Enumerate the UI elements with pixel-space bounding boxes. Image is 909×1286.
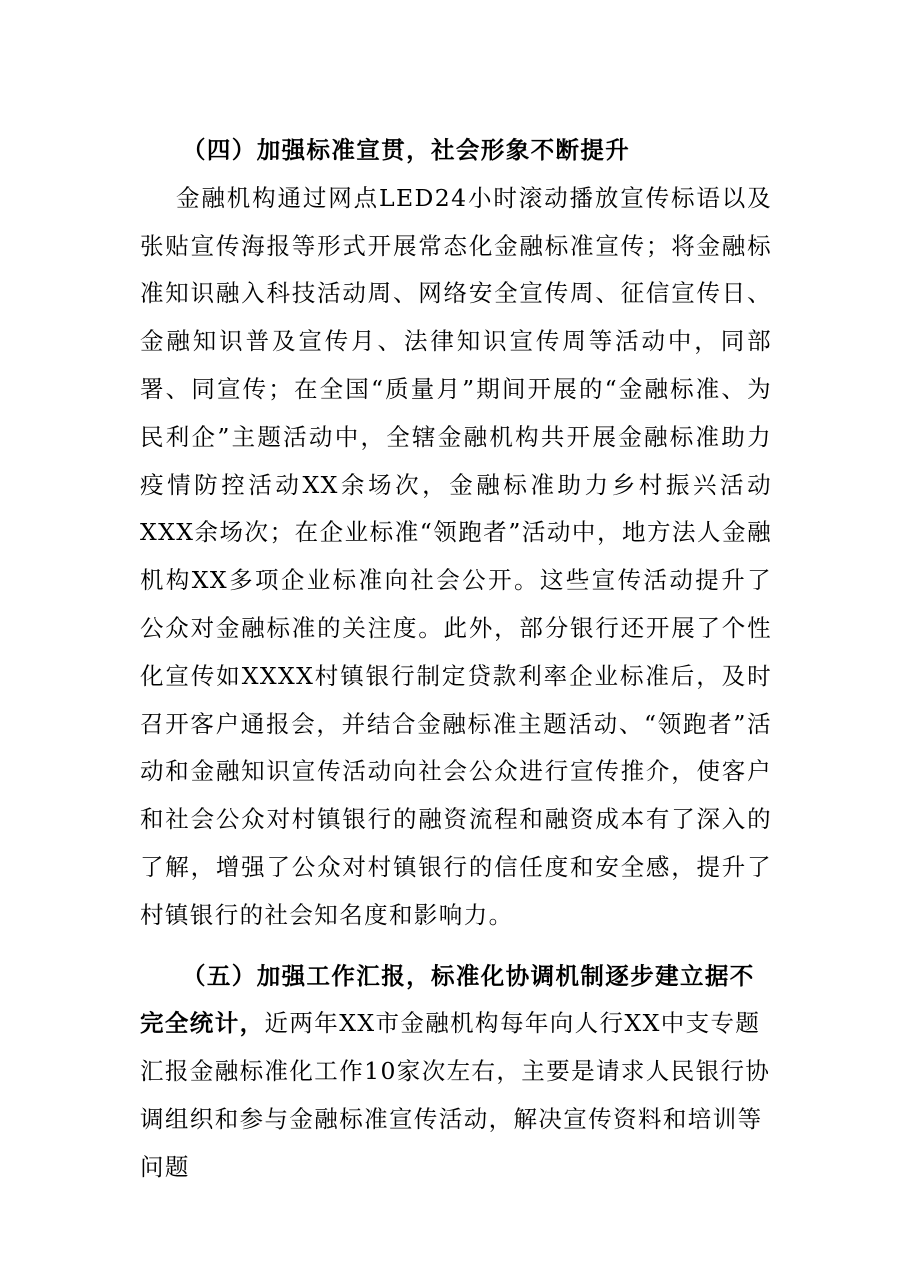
section-spacer (140, 940, 772, 953)
section-5-body: 近两年XX市金融机构每年向人行XX中支专题汇报金融标准化工作10家次左右，主要是请求人民银行协调组织和参与金融标准宣传活动，解决宣传资料和培训等问题 (140, 1009, 771, 1181)
section-5-heading: （五）加强工作汇报，标准化协调机制逐步建立据不完全统计， (140, 961, 755, 1038)
document-content (140, 127, 772, 1192)
section-4-heading: （四）加强标准宣贯，社会形象不断提升 (182, 136, 631, 164)
section-5-paragraph (140, 953, 772, 1192)
section-4-body: 金融机构通过网点LED24小时滚动播放宣传标语以及张贴宣传海报等形式开展常态化金融标准宣传；将金融标准知识融入科技活动周、网络安全宣传周、征信宣传日、金融知识普及宣传月、法律知识宣传周等活动中，同部署、同宣传；在全国“质量月”期间开展的“金融标准、为民利企”主题活动中，全辖金融机构共开展金融标准助力疫情防控活动XX余场次，金融标准助力乡村振兴活动XXX余场次；在企业标准“领跑者”活动中，地方法人金融机构XX多项企业标准向社会公开。这些宣传活动提升了公众对金融标准的关注度。此外，部分银行还开展了个性化宣传如XXXX村镇银行制定贷款利率企业标准后，及时召开客户通报会，并结合金融标准主题活动、“领跑者”活动和金融知识宣传活动向社会公众进行宣传推介，使客户和社会公众对村镇银行的融资流程和融资成本有了深入的了解，增强了公众对村镇银行的信任度和安全感，提升了村镇银行的社会知名度和影响力。 (140, 183, 772, 929)
